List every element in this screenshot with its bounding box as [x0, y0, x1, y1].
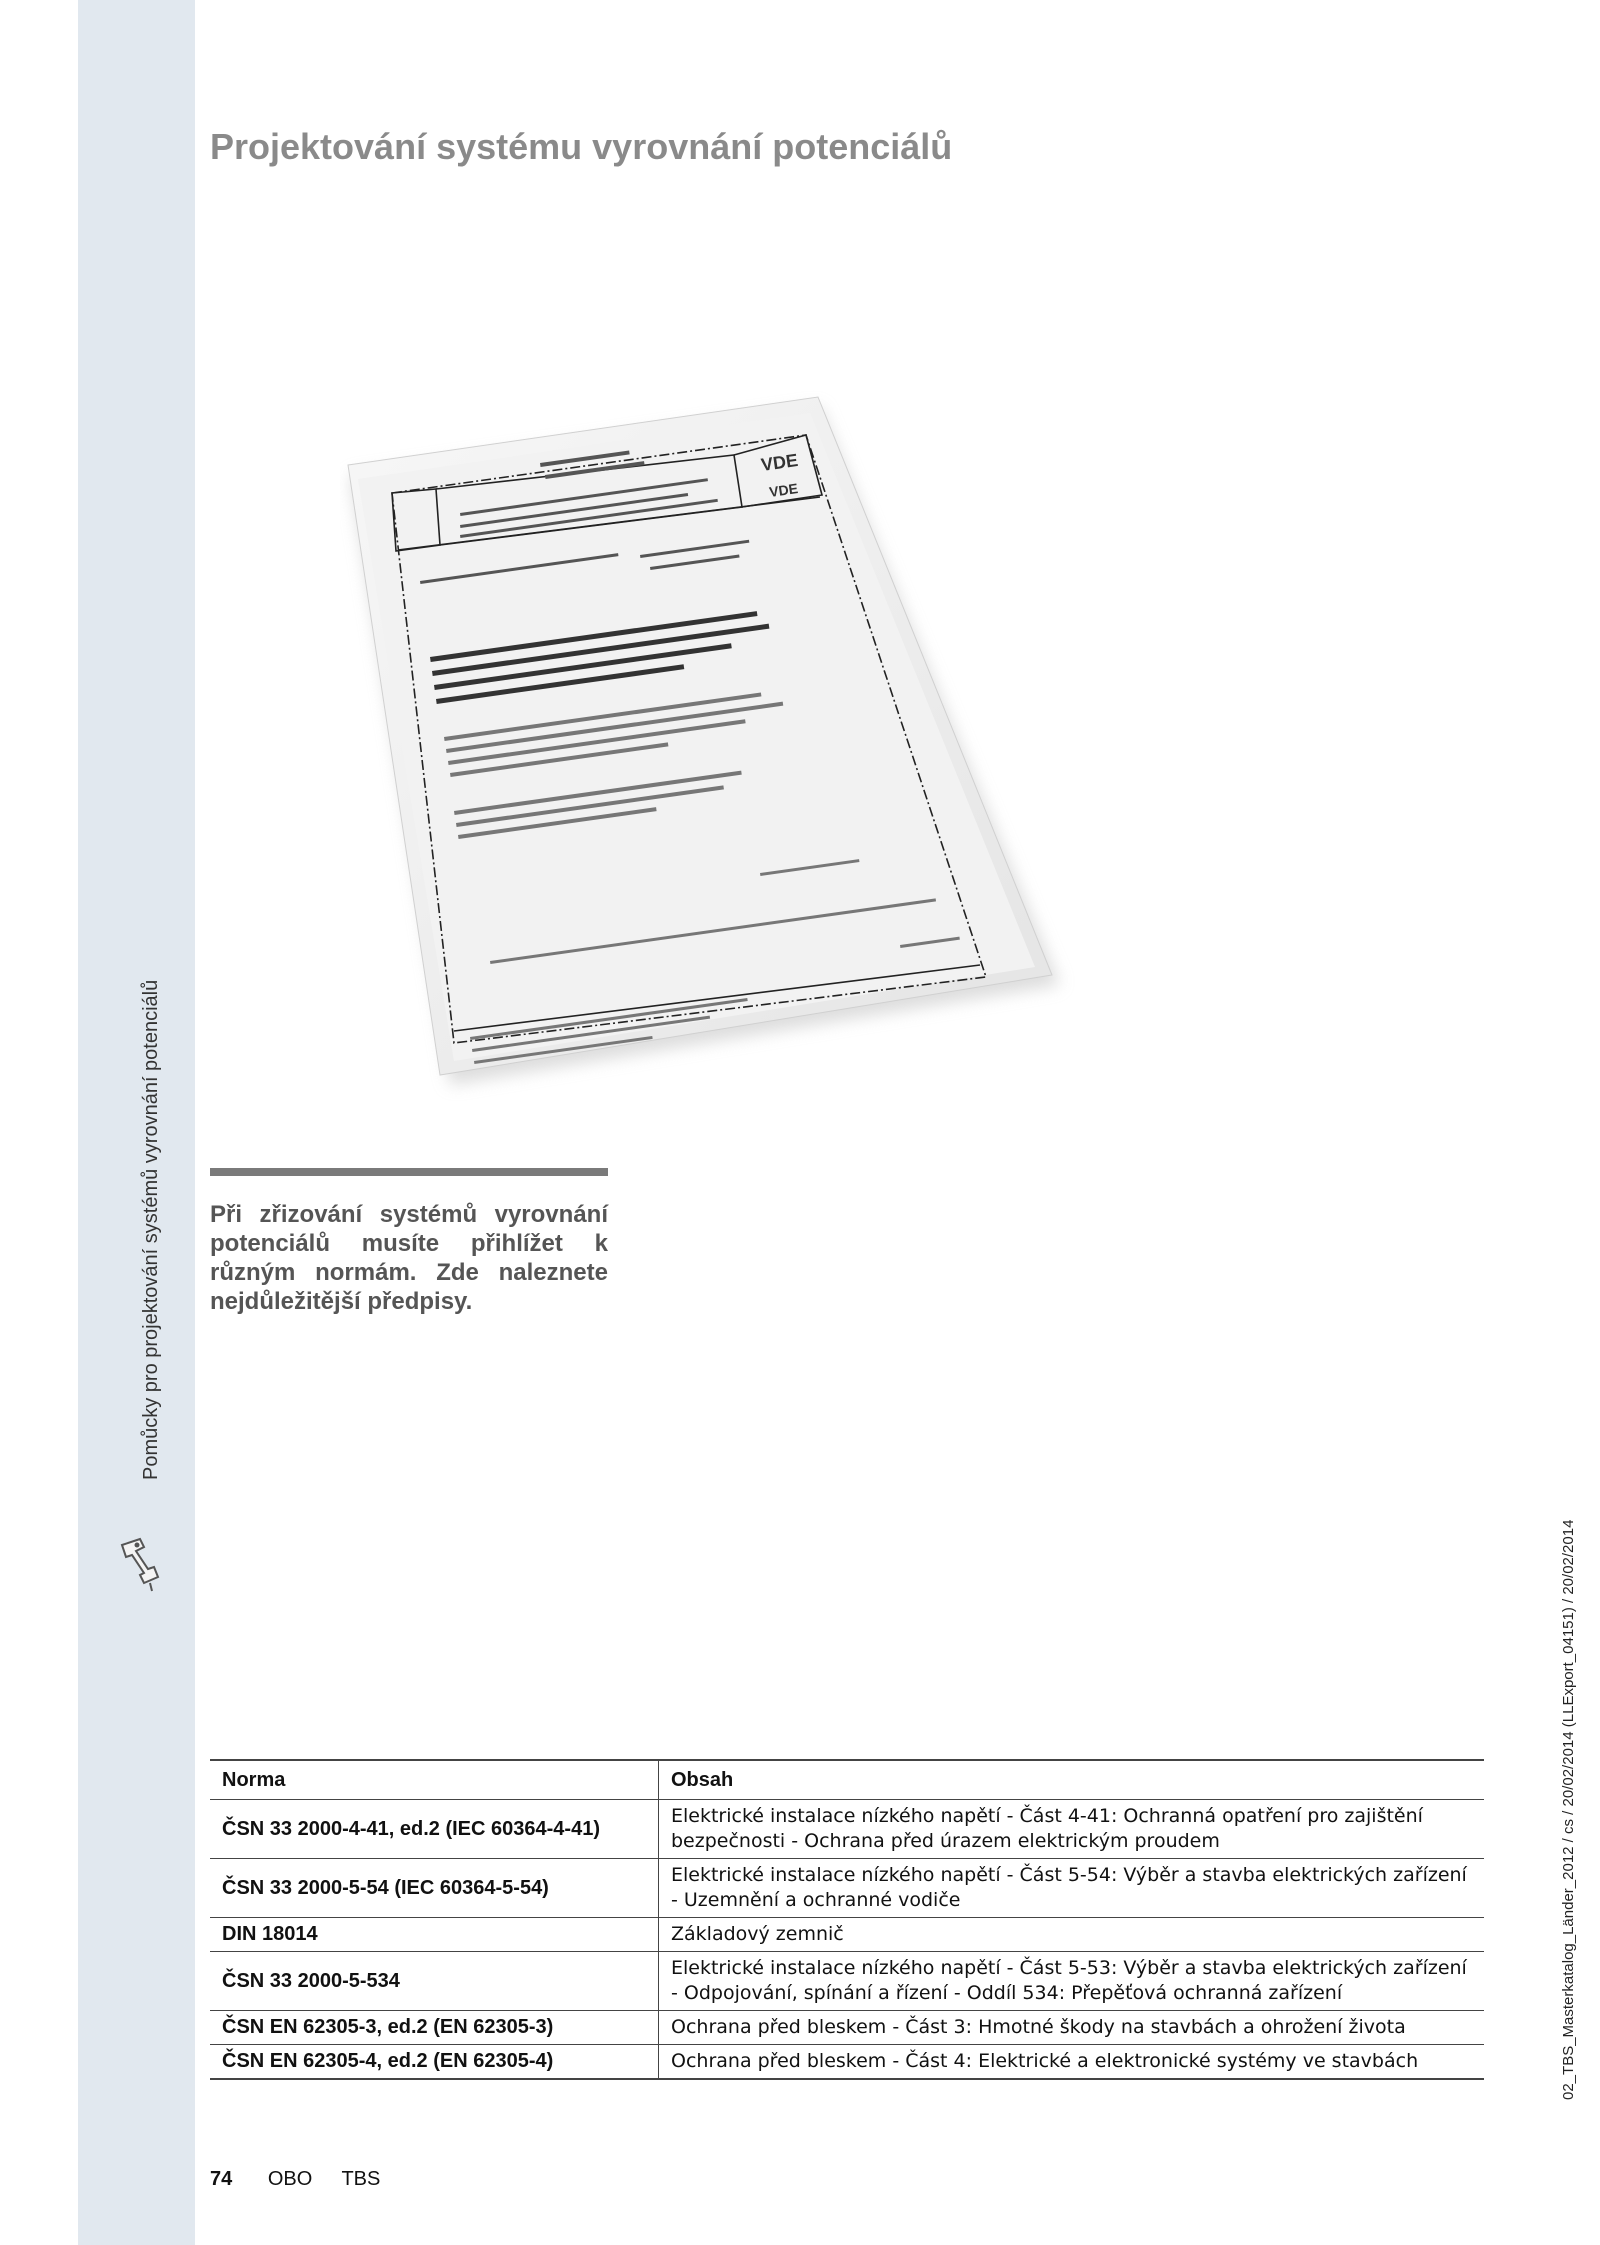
- vde-brand-text: VDE: [768, 480, 799, 500]
- header-norma: Norma: [210, 1760, 659, 1800]
- standard-document-icon: [340, 385, 1110, 1105]
- norm-code: ČSN 33 2000-5-54 (IEC 60364-5-54): [210, 1859, 659, 1918]
- sidebar-vertical-label: Pomůcky pro projektování systémů vyrovnání potenciálů: [140, 979, 162, 1480]
- norm-content: Elektrické instalace nízkého napětí - Část 5-53: Výběr a stavba elektrických zařízení - Odpojování, spínání a řízení - Oddíl 534: Přepěťová ochranná zařízení: [659, 1952, 1485, 2011]
- page-title: Projektování systému vyrovnání potenciálů: [210, 126, 953, 167]
- norm-code: ČSN 33 2000-5-534: [210, 1952, 659, 2011]
- norm-code: ČSN EN 62305-3, ed.2 (EN 62305-3): [210, 2011, 659, 2045]
- intro-text: Při zřizování systémů vyrovnání potenciálů musíte přihlížet k různým normám. Zde naleznete nejdůležitější předpisy.: [210, 1201, 608, 1315]
- footer-brand: OBO: [267, 2168, 313, 2190]
- print-meta-info: 02_TBS_Masterkatalog_Länder_2012 / cs / 20/02/2014 (LLExport_04151) / 20/02/2014: [1560, 1519, 1577, 2100]
- norm-content: Ochrana před bleskem - Část 4: Elektrické a elektronické systémy ve stavbách: [659, 2045, 1485, 2080]
- footer-section: TBS: [341, 2168, 381, 2190]
- norm-table: [210, 1759, 1484, 2080]
- din-logo-text: VDE: [759, 450, 800, 475]
- table-row: [210, 2045, 1484, 2080]
- page-number: 74: [210, 2168, 233, 2190]
- table-row: [210, 1800, 1484, 1859]
- sidebar: [78, 0, 195, 2245]
- norm-content: Elektrické instalace nízkého napětí - Část 4-41: Ochranná opatření pro zajištění bezpečnosti - Ochrana před úrazem elektrickým proudem: [659, 1800, 1485, 1859]
- norm-code: ČSN EN 62305-4, ed.2 (EN 62305-4): [210, 2045, 659, 2080]
- table-row: [210, 2011, 1484, 2045]
- norm-content: Ochrana před bleskem - Část 3: Hmotné škody na stavbách a ohrožení života: [659, 2011, 1485, 2045]
- norm-code: DIN 18014: [210, 1918, 659, 1952]
- norm-code: ČSN 33 2000-4-41, ed.2 (IEC 60364-4-41): [210, 1800, 659, 1859]
- intro-rule: [210, 1168, 608, 1176]
- header-obsah: Obsah: [659, 1760, 1485, 1800]
- norm-content: Základový zemnič: [659, 1918, 1485, 1952]
- table-row: [210, 1859, 1484, 1918]
- table-row: [210, 1952, 1484, 2011]
- page-footer: [210, 2168, 380, 2191]
- table-header-row: [210, 1760, 1484, 1800]
- table-row: [210, 1918, 1484, 1952]
- norm-content: Elektrické instalace nízkého napětí - Část 5-54: Výběr a stavba elektrických zařízení - Uzemnění a ochranné vodiče: [659, 1859, 1485, 1918]
- clamp-icon: [110, 1525, 170, 1595]
